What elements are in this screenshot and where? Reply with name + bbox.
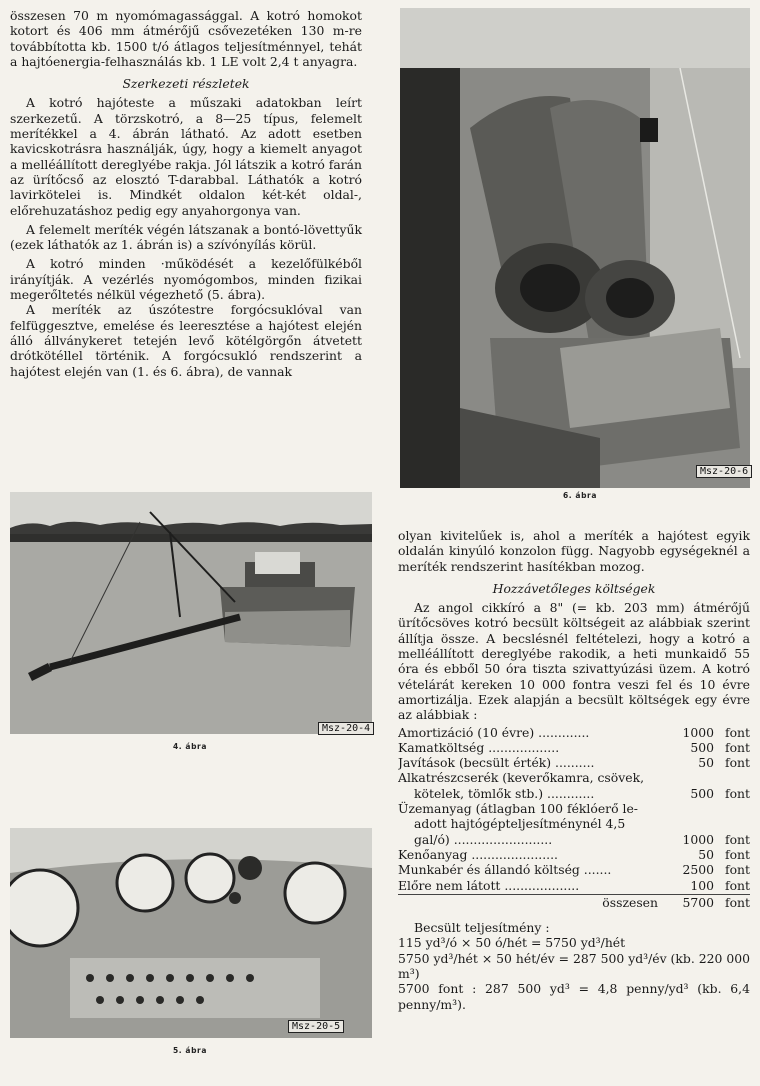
cost-row: Előre nem látott ................... 100 font — [398, 877, 750, 893]
figure-5-caption: 5. ábra — [172, 1046, 208, 1055]
paragraph: A kotró hajóteste a műszaki adatokban leírt szerkezetű. A törzskotró, a 8—25 típus, felemelt merítékkel a 4. ábrán látható. Az adott esetben kavicskotrásra használják, úgy, hogy a kiemelt anyagot a melléállított dereglyébe rakja. Jól látszik a kotró farán az ürítőcső az elosztó T-darabbal. Láthatók a kotró lavirkötelei is. Mindkét oldalon két-két oldal-, előrehuzatáshoz pedig egy anyahorgonya van. — [10, 95, 362, 218]
figure-5-tag: Msz-20-5 — [288, 1020, 344, 1033]
cost-row: Kamatköltség .................. 500 font — [398, 739, 750, 755]
cost-row: kötelek, tömlők stb.) ............ 500 font — [414, 785, 750, 801]
figure-6-photo — [400, 8, 750, 488]
figure-6-tag: Msz-20-6 — [696, 465, 752, 478]
cost-intro-paragraph: Az angol cikkíró a 8" (= kb. 203 mm) átmérőjű ürítőcsöves kotró becsült költségeit az alábbiak szerint állítja össze. A becslésnél feltételezi, hogy a kotró a melléállított dereglyébe rakodik, a heti munkaidő 55 óra és ebből 50 óra tiszta szivattyúzási üzem. A kotró vételárát kereken 10 000 fontra veszi fel és 10 évre amortizálja. Ezek alapján a becsült költségek egy évre az alábbiak : — [398, 600, 750, 723]
paragraph: A kotró minden ·működését a kezelőfülkéből irányítják. A vezérlés nyomógombos, minden fizikai megerőltetés nélkül végezhető (5. ábra). — [10, 256, 362, 303]
section-title-structure: Szerkezeti részletek — [122, 76, 250, 92]
cost-row: adott hajtógépteljesítménynél 4,5 — [414, 816, 626, 832]
total-unit: font — [724, 894, 750, 910]
cost-table — [398, 725, 750, 911]
figure-6-caption: 6. ábra — [562, 491, 598, 500]
cost-row: Javítások (becsült érték) .......... 50 font — [398, 755, 750, 771]
total-label: összesen — [602, 894, 658, 910]
cost-row: Üzemanyag (átlagban 100 féklóerő le- — [398, 801, 638, 817]
cost-row: Amortizáció (10 évre) ............. 1000 font — [398, 724, 750, 740]
left-column — [10, 8, 362, 379]
total-value: 5700 — [682, 894, 714, 910]
cost-row: gal/ó) ......................... 1000 font — [414, 831, 750, 847]
intro-paragraph: összesen 70 m nyomómagassággal. A kotró homokot kotort és 406 mm átmérőjű csővezetéken 130 m-re továbbította kb. 1500 t/ó átlagos teljesítménnyel, tehát a hajtóenergia-felhasználás kb. 1 LE volt 2,4 t anyagra. — [10, 8, 362, 69]
performance-title: Becsült teljesítmény : — [414, 920, 550, 936]
cost-row: Kenőanyag ...................... 50 font — [398, 846, 750, 862]
performance-line: 115 yd³/ó × 50 ó/hét = 5750 yd³/hét — [398, 935, 626, 951]
figure-4-caption: 4. ábra — [172, 742, 208, 751]
paragraph: A meríték az úszótestre forgócsuklóval van felfüggesztve, emelése és leeresztése a hajótest elején álló állványkeret tetején levő kötélgörgőn átvetett drótkötéllel történik. A forgócsukló rendszerint a hajótest elején van (1. és 6. ábra), de vannak — [10, 302, 362, 379]
figure-4-tag: Msz-20-4 — [318, 722, 374, 735]
performance-line: 5700 font : 287 500 yd³ = 4,8 penny/yd³ (kb. 6,4 penny/m³). — [398, 981, 750, 1012]
right-column — [398, 528, 750, 1012]
section-title-costs: Hozzávetőleges költségek — [492, 580, 656, 596]
performance-line: 5750 yd³/hét × 50 hét/év = 287 500 yd³/év (kb. 220 000 m³) — [398, 950, 750, 982]
cost-row: Munkabér és állandó költség ....... 2500 font — [398, 862, 750, 878]
paragraph: A felemelt meríték végén látszanak a bontó-lövettyűk (ezek láthatók az 1. ábrán is) a szívónyílás körül. — [10, 221, 362, 253]
paragraph-continued: olyan kivitelűek is, ahol a meríték a hajótest egyik oldalán kinyúló konzolon függ. Nagyobb egységeknél a meríték rendszerint hasítékban mozog. — [398, 528, 750, 574]
cost-row: Alkatrészcserék (keverőkamra, csövek, — [398, 770, 645, 786]
figure-5-photo — [10, 828, 372, 1038]
cost-total-row — [398, 894, 750, 910]
figure-4-photo — [10, 492, 372, 734]
